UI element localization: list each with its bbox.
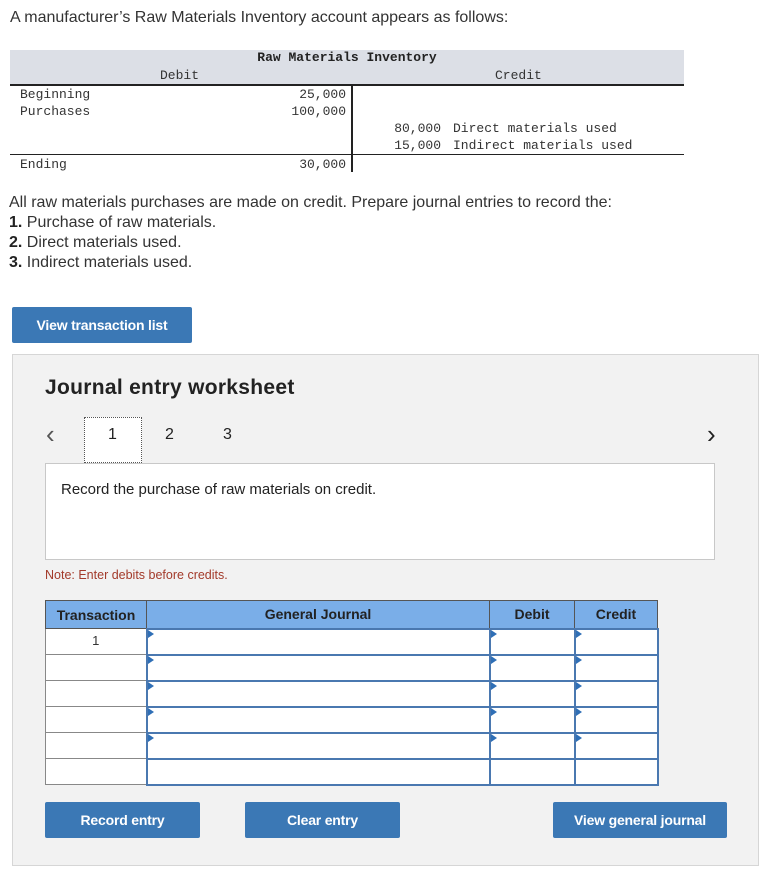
dropdown-marker-icon: [491, 630, 497, 638]
credit-input[interactable]: [575, 681, 658, 707]
dropdown-marker-icon: [576, 734, 582, 742]
transaction-number: [46, 655, 147, 681]
purchases-label: Purchases: [20, 104, 91, 119]
page-tab-3[interactable]: 3: [223, 426, 232, 443]
worksheet-title: Journal entry worksheet: [45, 376, 295, 399]
instruction-item: 1. Purchase of raw materials.: [9, 214, 217, 231]
dropdown-marker-icon: [491, 656, 497, 664]
credit-input[interactable]: [575, 629, 658, 655]
chevron-left-icon[interactable]: ‹: [46, 419, 55, 449]
page-tab-1[interactable]: 1: [108, 426, 117, 443]
beginning-value: 25,000: [299, 87, 346, 102]
dropdown-marker-icon: [148, 630, 154, 638]
dropdown-marker-icon: [491, 682, 497, 690]
chevron-right-icon[interactable]: ›: [707, 419, 716, 449]
view-general-journal-button[interactable]: View general journal: [553, 802, 727, 838]
prompt-text: Record the purchase of raw materials on credit.: [61, 481, 377, 498]
credit-input[interactable]: [575, 707, 658, 733]
transaction-number: [46, 733, 147, 759]
table-row: [46, 655, 658, 681]
dropdown-marker-icon: [148, 734, 154, 742]
dropdown-marker-icon: [148, 708, 154, 716]
credit-input[interactable]: [575, 733, 658, 759]
debit-input[interactable]: [490, 681, 575, 707]
page-tab-2[interactable]: 2: [165, 426, 174, 443]
col-transaction: Transaction: [46, 601, 147, 629]
account-select[interactable]: [147, 681, 490, 707]
transaction-number: [46, 681, 147, 707]
col-general-journal: General Journal: [147, 601, 490, 629]
col-debit: Debit: [490, 601, 575, 629]
debit-input[interactable]: [490, 655, 575, 681]
dropdown-marker-icon: [576, 656, 582, 664]
dropdown-marker-icon: [148, 656, 154, 664]
credit-input[interactable]: [575, 655, 658, 681]
journal-table: [45, 600, 659, 786]
table-row: [46, 629, 658, 655]
transaction-number: 1: [46, 629, 147, 655]
account-select[interactable]: [147, 655, 490, 681]
view-transaction-list-button[interactable]: View transaction list: [12, 307, 192, 343]
ending-label: Ending: [20, 157, 67, 172]
indirect-label: Indirect materials used: [453, 138, 633, 153]
dropdown-marker-icon: [491, 708, 497, 716]
ending-value: 30,000: [299, 157, 346, 172]
dropdown-marker-icon: [576, 708, 582, 716]
account-select[interactable]: [147, 707, 490, 733]
record-entry-button[interactable]: Record entry: [45, 802, 200, 838]
indirect-value: 15,000: [394, 138, 441, 153]
purchases-value: 100,000: [291, 104, 346, 119]
dropdown-marker-icon: [576, 630, 582, 638]
note-text: Note: Enter debits before credits.: [45, 568, 228, 582]
instructions: [9, 193, 612, 273]
instruction-item: 3. Indirect materials used.: [9, 254, 193, 271]
instruction-item: 2. Direct materials used.: [9, 234, 182, 251]
t-account-debit-label: Debit: [160, 68, 200, 83]
t-account-top-rule: [10, 84, 684, 86]
col-credit: Credit: [575, 601, 658, 629]
t-account-ending-rule: [10, 154, 684, 155]
transaction-number: [46, 707, 147, 733]
table-row: [46, 681, 658, 707]
prompt-box: [45, 463, 715, 560]
debit-input[interactable]: [490, 733, 575, 759]
beginning-label: Beginning: [20, 87, 91, 102]
table-row: [46, 759, 658, 785]
credit-input[interactable]: [575, 759, 658, 785]
intro-text: A manufacturer’s Raw Materials Inventory account appears as follows:: [10, 9, 509, 26]
debit-input[interactable]: [490, 759, 575, 785]
dropdown-marker-icon: [491, 734, 497, 742]
debit-input[interactable]: [490, 629, 575, 655]
direct-value: 80,000: [394, 121, 441, 136]
debit-input[interactable]: [490, 707, 575, 733]
clear-entry-button[interactable]: Clear entry: [245, 802, 400, 838]
t-account-title: Raw Materials Inventory: [257, 50, 437, 65]
dropdown-marker-icon: [576, 682, 582, 690]
t-account-credit-label: Credit: [495, 68, 542, 83]
journal-table-header: [46, 601, 658, 629]
account-select[interactable]: [147, 759, 490, 785]
dropdown-marker-icon: [148, 682, 154, 690]
account-select[interactable]: [147, 629, 490, 655]
direct-label: Direct materials used: [453, 121, 617, 136]
table-row: [46, 733, 658, 759]
table-row: [46, 707, 658, 733]
account-select[interactable]: [147, 733, 490, 759]
instructions-lead: All raw materials purchases are made on credit. Prepare journal entries to record the:: [9, 194, 612, 211]
transaction-number: [46, 759, 147, 785]
